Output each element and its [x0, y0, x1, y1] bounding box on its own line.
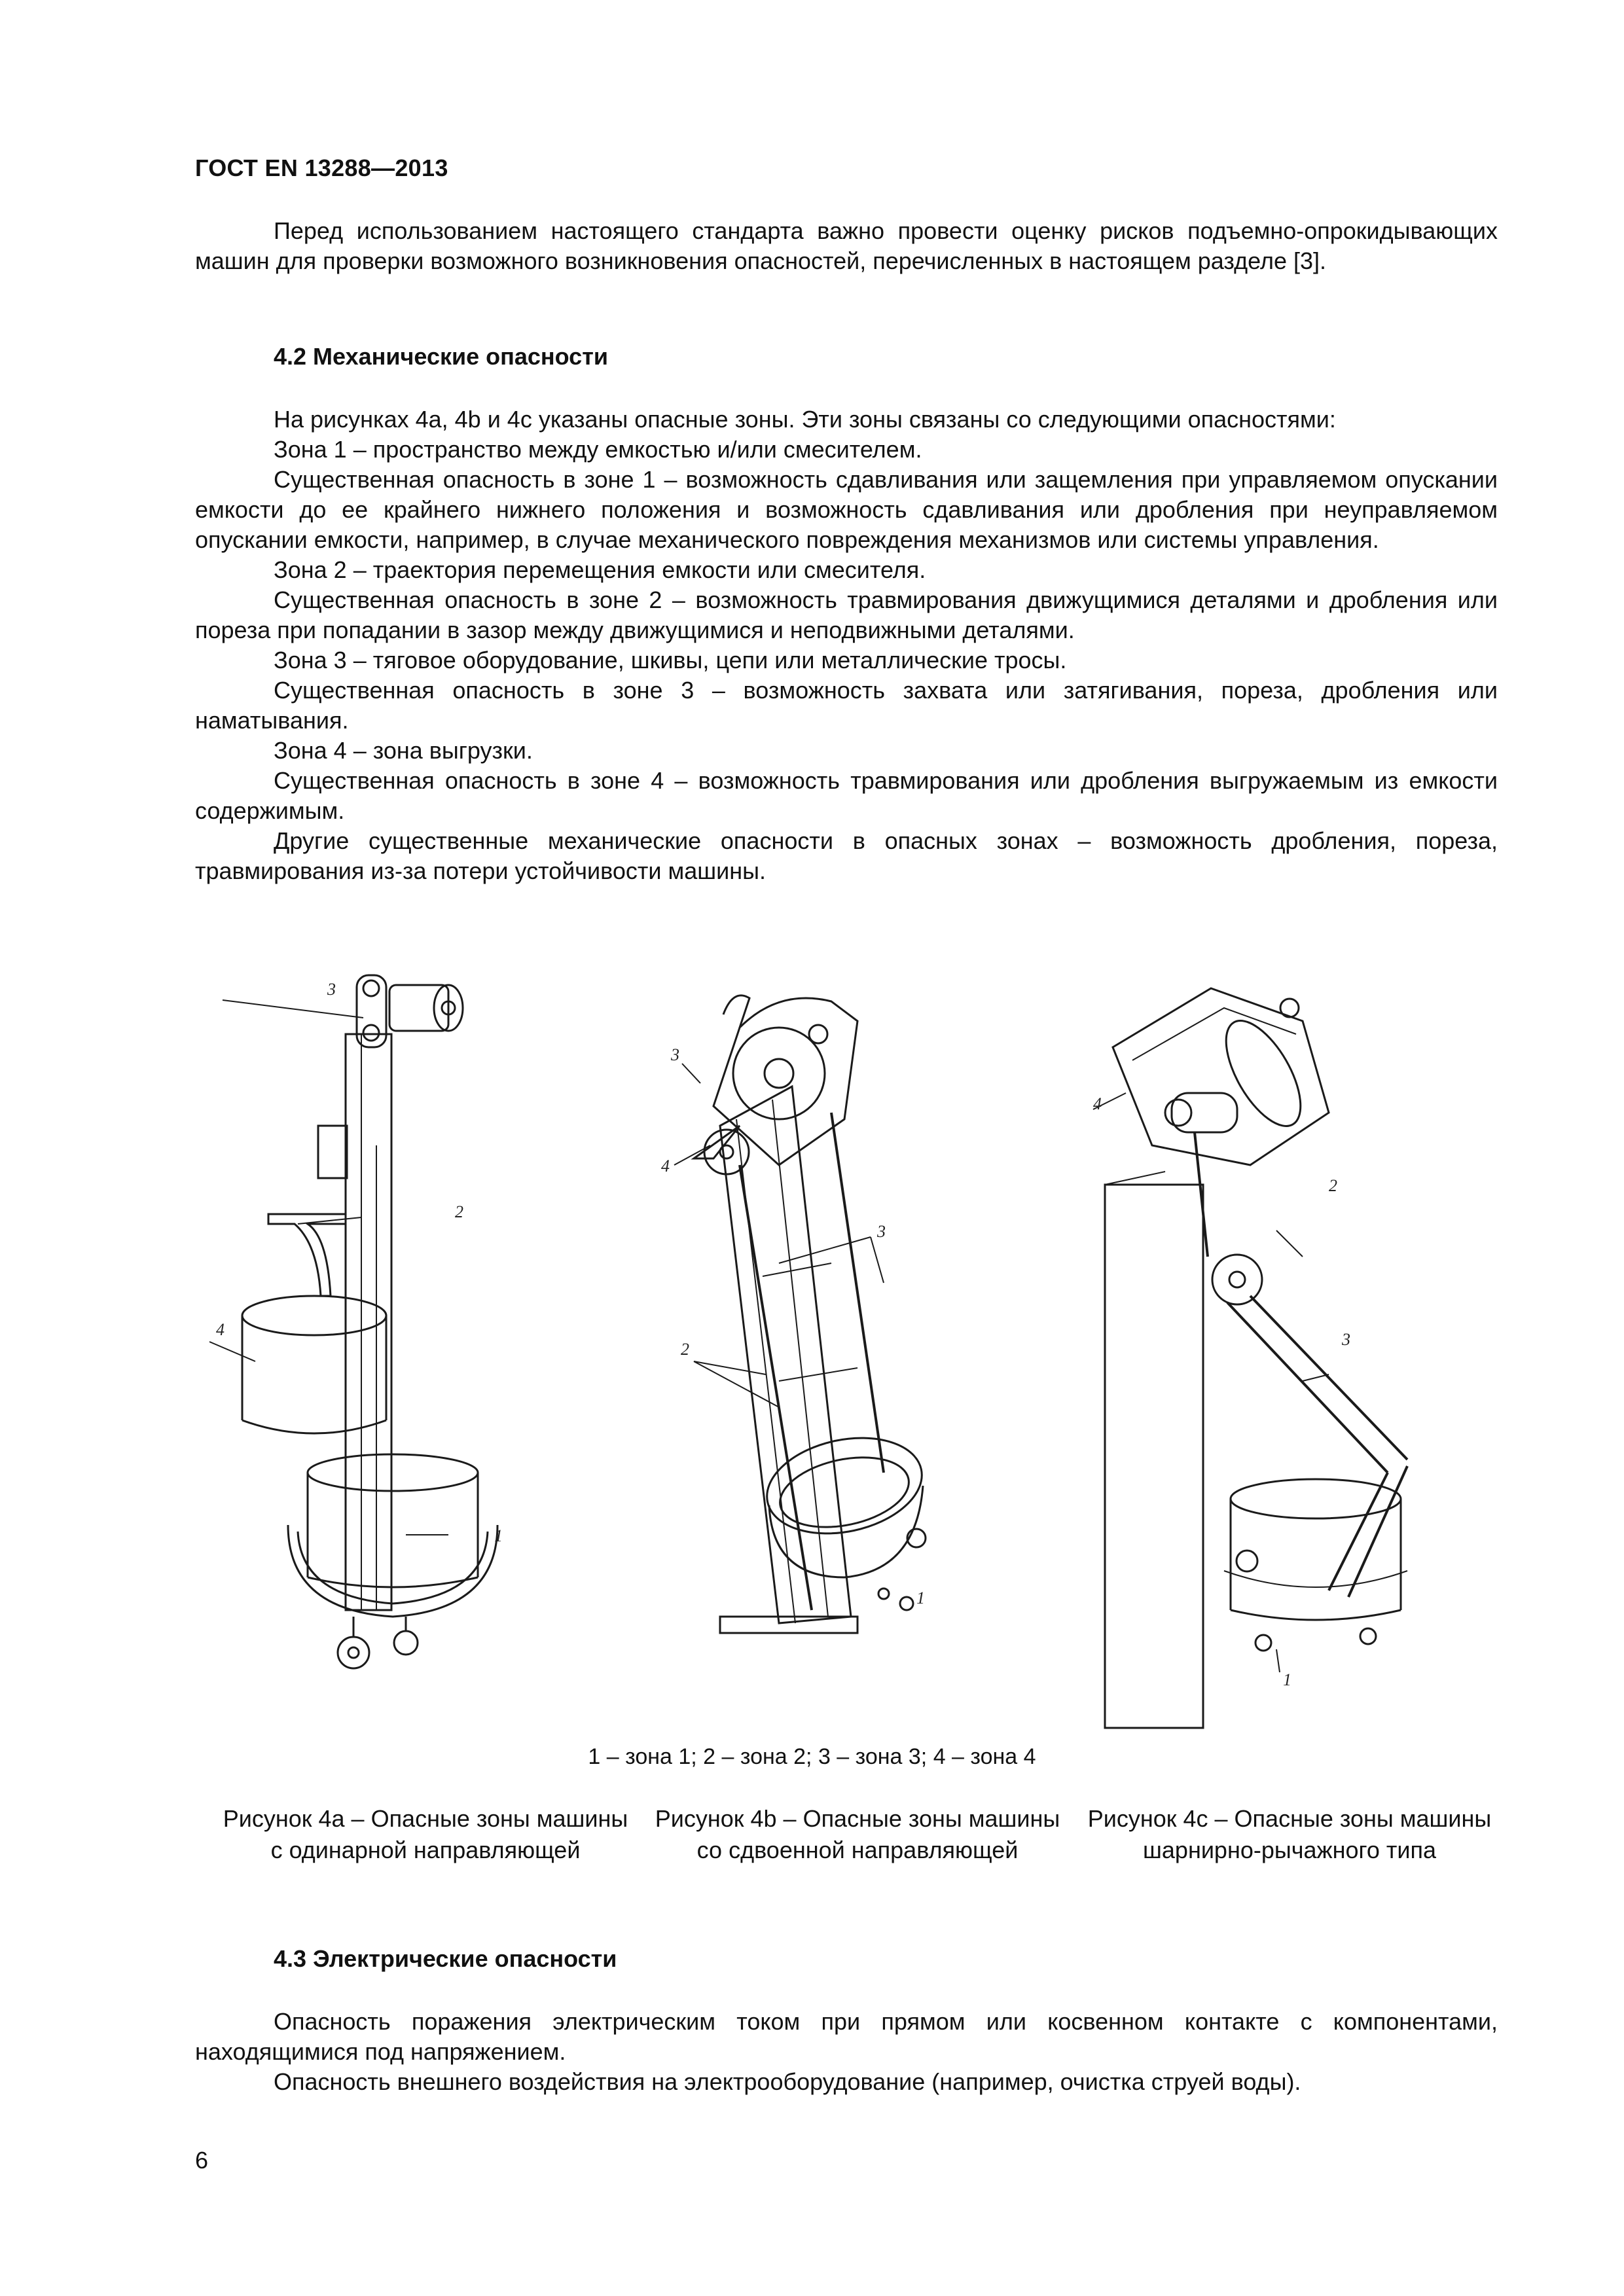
- paragraph: Существенная опасность в зоне 3 – возможность захвата или затягивания, пореза, дробления или наматывания.: [195, 677, 1498, 734]
- caption-figure-4c: Рисунок 4с – Опасные зоны машины шарнирно-рычажного типа: [1087, 1805, 1492, 1863]
- paragraph: Зона 4 – зона выгрузки.: [274, 737, 533, 764]
- fig4b-marker-3a: 3: [671, 1045, 679, 1064]
- figure-legend: 1 – зона 1; 2 – зона 2; 3 – зона 3; 4 – зона 4: [588, 1744, 1036, 1769]
- caption-figure-4b: Рисунок 4b – Опасные зоны машины со сдвоенной направляющей: [655, 1805, 1060, 1863]
- section-4-2-text: [195, 404, 1498, 886]
- paragraph: Опасность внешнего воздействия на электрооборудование (например, очистка струей воды).: [274, 2068, 1301, 2095]
- paragraph: Существенная опасность в зоне 4 – возможность травмирования или дробления выгружаемым из емкости содержимым.: [195, 767, 1498, 824]
- intro-text: [195, 216, 1498, 276]
- fig4c-marker-1: 1: [1283, 1670, 1291, 1689]
- paragraph: Зона 2 – траектория перемещения емкости или смесителя.: [274, 556, 926, 583]
- figure-4a-drawing: [209, 975, 503, 1668]
- document-header: ГОСТ EN 13288—2013: [195, 154, 448, 181]
- fig4a-marker-4: 4: [216, 1320, 225, 1339]
- paragraph: Зона 1 – пространство между емкостью и/или смесителем.: [274, 436, 922, 463]
- figures-drawing: [190, 949, 1486, 1754]
- paragraph: Существенная опасность в зоне 1 – возможность сдавливания или защемления при управляемом опускании емкости до ее крайнего нижнего положения и возможность сдавливания или дробления при неуправляемом опускании емкости, например, в случае механического повреждения механизмов или системы управления.: [195, 466, 1498, 553]
- figures-4abc: [190, 949, 1486, 1754]
- section-title-4-3: 4.3 Электрические опасности: [274, 1945, 617, 1972]
- section-title-4-2: 4.2 Механические опасности: [274, 343, 608, 370]
- paragraph: Другие существенные механические опасности в опасных зонах – возможность дробления, пореза, травмирования из-за потери устойчивости машины.: [195, 827, 1498, 884]
- fig4a-marker-2: 2: [455, 1202, 463, 1221]
- fig4a-marker-3: 3: [327, 980, 336, 999]
- paragraph: Существенная опасность в зоне 2 – возможность травмирования движущимися деталями и дробления или пореза при попадании в зазор между движущимися и неподвижными деталями.: [195, 586, 1498, 643]
- paragraph: Зона 3 – тяговое оборудование, шкивы, цепи или металлические тросы.: [274, 647, 1067, 673]
- caption-figure-4a: Рисунок 4а – Опасные зоны машины с одинарной направляющей: [223, 1805, 628, 1863]
- figure-4b-drawing: [661, 996, 931, 1633]
- fig4c-marker-2: 2: [1329, 1176, 1337, 1195]
- paragraph: Опасность поражения электрическим током при прямом или косвенном контакте с компонентами, находящимися под напряжением.: [195, 2008, 1498, 2065]
- paragraph: Перед использованием настоящего стандарта важно провести оценку рисков подъемно-опрокидывающих машин для проверки возможного возникновения опасностей, перечисленных в настоящем разделе [3].: [195, 217, 1498, 274]
- section-4-3-text: [195, 2007, 1498, 2097]
- paragraph: На рисунках 4а, 4b и 4с указаны опасные зоны. Эти зоны связаны со следующими опасностями:: [274, 406, 1336, 433]
- figure-4c-drawing: [1093, 988, 1407, 1728]
- fig4b-marker-2: 2: [681, 1340, 689, 1359]
- fig4b-marker-3b: 3: [877, 1222, 886, 1241]
- fig4c-marker-4: 4: [1093, 1094, 1102, 1113]
- fig4a-marker-1: 1: [494, 1526, 503, 1545]
- fig4b-marker-1: 1: [916, 1588, 925, 1607]
- fig4b-marker-4: 4: [661, 1157, 670, 1175]
- page-number: 6: [195, 2147, 209, 2174]
- fig4c-marker-3: 3: [1342, 1330, 1350, 1349]
